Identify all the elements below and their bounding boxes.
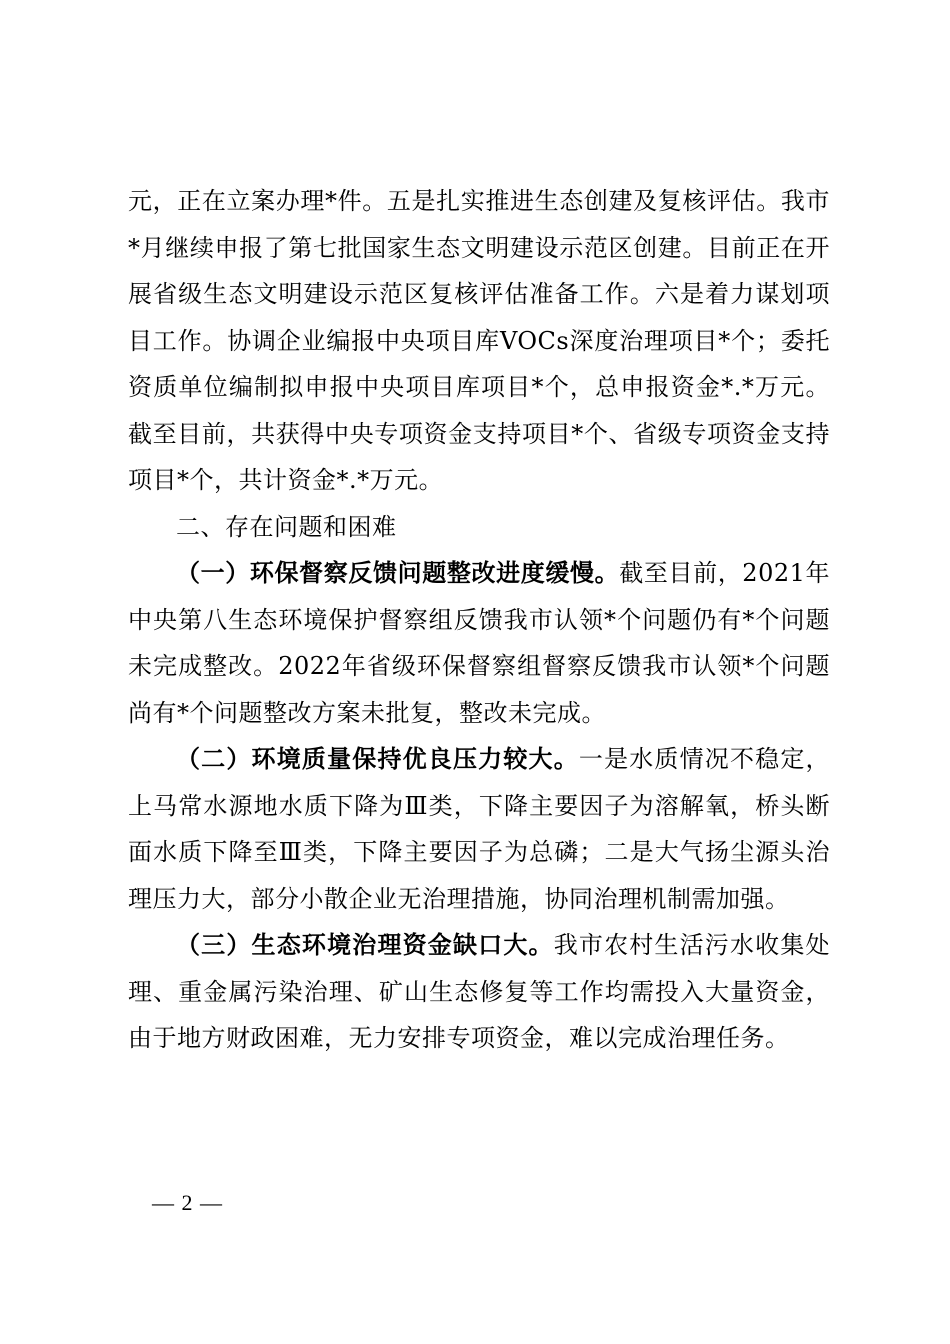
- document-body: [128, 178, 830, 1062]
- issue-text: 我市农村生活污水收集处理、重金属污染治理、矿山生态修复等工作均需投入大量资金，由于地方财政困难，无力安排专项资金，难以完成治理任务。: [128, 931, 831, 1052]
- issue-lead: （一）环保督察反馈问题整改进度缓慢。: [176, 558, 620, 587]
- issue-paragraph-2: [128, 736, 830, 922]
- page-number: — 2 —: [152, 1190, 223, 1215]
- issue-paragraph-1: [128, 550, 830, 736]
- continued-paragraph: [128, 178, 830, 504]
- issue-lead: （三）生态环境治理资金缺口大。: [176, 930, 554, 959]
- issue-text: 截至目前，2021年中央第八生态环境保护督察组反馈我市认领*个问题仍有*个问题未完成整改。2022年省级环保督察组督察反馈我市认领*个问题尚有*个问题整改方案未批复，整改未完成。: [128, 559, 831, 727]
- paragraph-text: 元，正在立案办理*件。五是扎实推进生态创建及复核评估。我市*月继续申报了第七批国家生态文明建设示范区创建。目前正在开展省级生态文明建设示范区复核评估准备工作。六是着力谋划项目工作。协调企业编报中央项目库VOCs深度治理项目*个；委托资质单位编制拟申报中央项目库项目*个，总申报资金*.*万元。截至目前，共获得中央专项资金支持项目*个、省级专项资金支持项目*个，共计资金*.*万元。: [128, 187, 830, 494]
- issue-text: 一是水质情况不稳定，上马常水源地水质下降为Ⅲ类，下降主要因子为溶解氧，桥头断面水质下降至Ⅲ类，下降主要因子为总磷；二是大气扬尘源头治理压力大，部分小散企业无治理措施，协同治理机制需加强。: [128, 745, 831, 913]
- section-heading: 二、存在问题和困难: [176, 512, 397, 541]
- issue-paragraph-3: [128, 922, 830, 1062]
- issue-lead: （二）环境质量保持优良压力较大。: [176, 744, 579, 773]
